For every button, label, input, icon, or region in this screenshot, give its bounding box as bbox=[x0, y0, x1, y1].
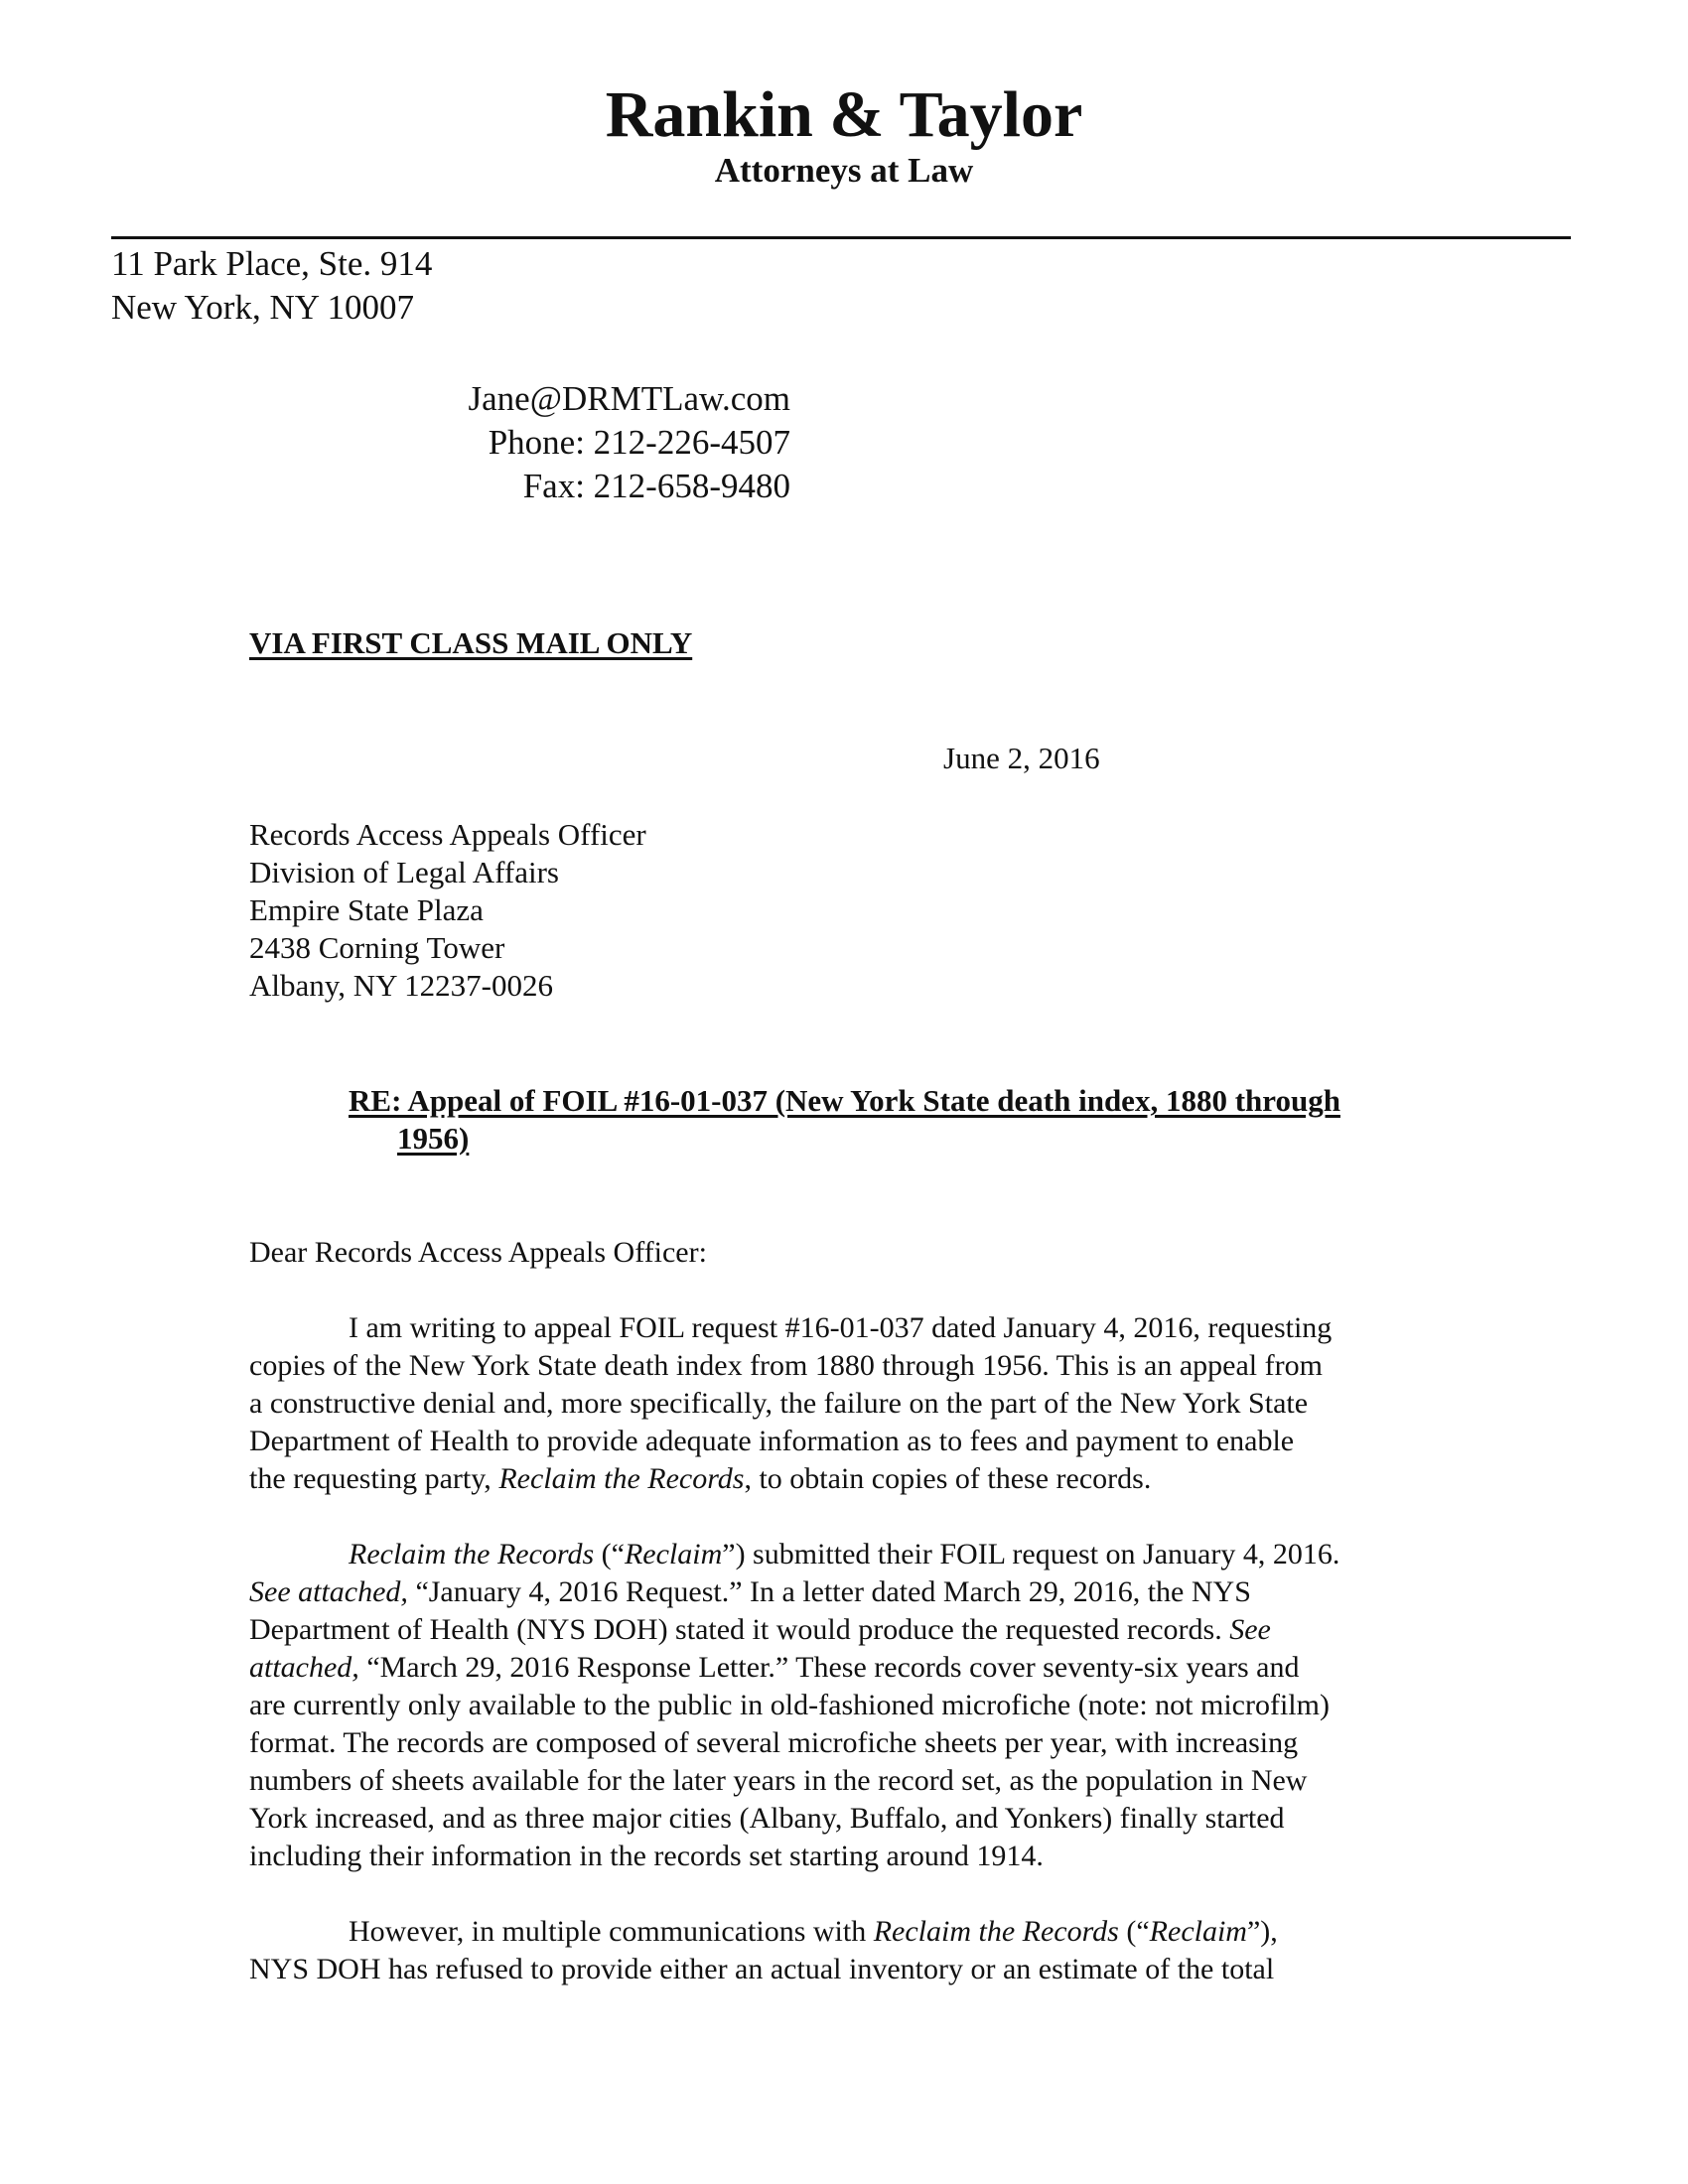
firm-subtitle: Attorneys at Law bbox=[714, 151, 974, 190]
salutation: Dear Records Access Appeals Officer: bbox=[249, 1236, 707, 1269]
paragraph-2-line bbox=[249, 1611, 1271, 1649]
email-address: Jane@DRMTLaw.com bbox=[468, 379, 790, 418]
recipient-line: Empire State Plaza bbox=[249, 892, 484, 927]
italic-text-run: Reclaim the Records bbox=[349, 1538, 595, 1570]
paragraph-1-line: Department of Health to provide adequate information as to fees and payment to enable bbox=[249, 1425, 1295, 1457]
recipient-line: Division of Legal Affairs bbox=[249, 855, 559, 889]
paragraph-1-line: I am writing to appeal FOIL request #16-01-037 dated January 4, 2016, requesting bbox=[349, 1311, 1333, 1344]
paragraph-1-line: copies of the New York State death index from 1880 through 1956. This is an appeal from bbox=[249, 1349, 1323, 1382]
text-run: the requesting party, bbox=[249, 1462, 499, 1495]
paragraph-2-line bbox=[249, 1649, 1299, 1687]
text-run: ”) submitted their FOIL request on January 4, 2016. bbox=[722, 1538, 1340, 1570]
paragraph-2-line: are currently only available to the public in old-fashioned microfiche (note: not microfilm) bbox=[249, 1689, 1330, 1721]
italic-text-run: See bbox=[1229, 1613, 1271, 1646]
recipient-line: Records Access Appeals Officer bbox=[249, 817, 646, 852]
delivery-method: VIA FIRST CLASS MAIL ONLY bbox=[249, 625, 693, 660]
text-run: “January 4, 2016 Request.” In a letter dated March 29, 2016, the NYS bbox=[407, 1575, 1251, 1608]
paragraph-2-line: including their information in the records set starting around 1914. bbox=[249, 1840, 1044, 1872]
text-run: “March 29, 2016 Response Letter.” These records cover seventy-six years and bbox=[358, 1651, 1300, 1684]
subject-line-1: RE: Appeal of FOIL #16-01-037 (New York State death index, 1880 through bbox=[349, 1083, 1340, 1118]
phone-number: Phone: 212-226-4507 bbox=[488, 423, 790, 462]
paragraph-2-line: York increased, and as three major cities (Albany, Buffalo, and Yonkers) finally started bbox=[249, 1802, 1285, 1835]
paragraph-1-line bbox=[249, 1460, 1151, 1498]
fax-number: Fax: 212-658-9480 bbox=[522, 467, 790, 505]
text-run: However, in multiple communications with bbox=[349, 1915, 874, 1948]
text-run: , to obtain copies of these records. bbox=[744, 1462, 1152, 1495]
paragraph-3-line bbox=[349, 1913, 1278, 1951]
recipient-line: 2438 Corning Tower bbox=[249, 930, 505, 965]
paragraph-2-line bbox=[349, 1536, 1339, 1573]
text-run: ”), bbox=[1246, 1915, 1278, 1948]
paragraph-2-line: numbers of sheets available for the later years in the record set, as the population in New bbox=[249, 1764, 1308, 1797]
italic-text-run: attached, bbox=[249, 1651, 359, 1684]
address-line-2: New York, NY 10007 bbox=[111, 288, 414, 327]
letter-date: June 2, 2016 bbox=[943, 741, 1100, 775]
paragraph-1-line: a constructive denial and, more specifically, the failure on the part of the New York State bbox=[249, 1387, 1309, 1420]
italic-text-run: Reclaim bbox=[624, 1538, 723, 1570]
paragraph-3-line: NYS DOH has refused to provide either an actual inventory or an estimate of the total bbox=[249, 1953, 1275, 1985]
paragraph-2-line bbox=[249, 1573, 1251, 1611]
firm-name: Rankin & Taylor bbox=[605, 78, 1083, 151]
text-run: (“ bbox=[1118, 1915, 1150, 1948]
italic-text-run: See attached, bbox=[249, 1575, 408, 1608]
address-line-1: 11 Park Place, Ste. 914 bbox=[111, 244, 433, 283]
italic-text-run: Reclaim the Records bbox=[498, 1462, 745, 1495]
subject-line-2: 1956) bbox=[397, 1121, 470, 1156]
letterhead-divider bbox=[111, 236, 1571, 239]
recipient-line: Albany, NY 12237-0026 bbox=[249, 968, 553, 1003]
paragraph-2-line: format. The records are composed of several microfiche sheets per year, with increasing bbox=[249, 1726, 1299, 1759]
italic-text-run: Reclaim bbox=[1149, 1915, 1247, 1948]
text-run: Department of Health (NYS DOH) stated it would produce the requested records. bbox=[249, 1613, 1230, 1646]
text-run: (“ bbox=[594, 1538, 625, 1570]
italic-text-run: Reclaim the Records bbox=[873, 1915, 1119, 1948]
